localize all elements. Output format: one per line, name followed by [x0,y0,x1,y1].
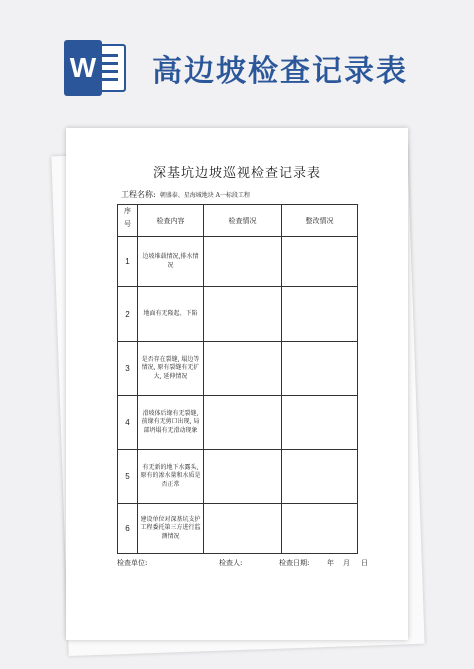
row-inspection-cell[interactable] [204,450,282,504]
header-content: 检查内容 [138,205,204,237]
table-row [118,237,358,287]
row-inspection-cell[interactable] [204,504,282,554]
row-rectification-cell[interactable] [282,396,358,450]
inspection-date-label: 检查日期: [279,559,310,567]
row-seq: 5 [118,450,138,504]
row-inspection-cell[interactable] [204,342,282,396]
row-seq: 3 [118,342,138,396]
row-rectification-cell[interactable] [282,287,358,342]
row-content: 滑坡体后缘有无裂缝, 前缘有无剪口出现, 局部坍塌有无滑动现象 [138,396,204,450]
row-seq: 4 [118,396,138,450]
inspection-table [117,204,358,554]
row-rectification-cell[interactable] [282,237,358,287]
header-rectification: 整改情况 [282,205,358,237]
row-content: 建设单位对深基坑支护工程委托第三方进行监测情况 [138,504,204,554]
table-row [118,450,358,504]
word-logo-letter: W [64,40,102,96]
project-name-line [121,189,250,200]
project-value: 朝盛泰、星海城地块 A一标段工程 [159,192,250,199]
document-title: 深基坑边坡巡视检查记录表 [152,166,321,181]
row-seq: 6 [118,504,138,554]
table-row [118,396,358,450]
banner-title: 高边坡检查记录表 [152,54,408,89]
table-row [118,287,358,342]
row-rectification-cell[interactable] [282,450,358,504]
row-content: 边坡堆载情况,排水情况 [138,237,204,287]
table-row [118,342,358,396]
signature-footer [117,558,367,570]
header-inspection: 检查情况 [204,205,282,237]
date-month: 月 [343,559,350,567]
row-rectification-cell[interactable] [282,504,358,554]
header-seq: 序号 [118,205,138,237]
inspection-unit-label: 检查单位: [117,559,148,567]
document-page [66,128,408,640]
row-content: 是否存在裂缝, 塌边等情况, 原有裂缝有无扩大, 延伸情况 [138,342,204,396]
row-seq: 2 [118,287,138,342]
row-seq: 1 [118,237,138,287]
row-content: 地面有无隆起、下陷 [138,287,204,342]
banner [0,0,474,120]
date-year: 年 [327,559,334,567]
date-day: 日 [361,559,368,567]
project-label: 工程名称: [121,190,156,199]
row-inspection-cell[interactable] [204,396,282,450]
row-content: 有无新的地下水露头, 原有的渗水量和水质是否正常 [138,450,204,504]
table-header-row [118,205,358,237]
inspector-label: 检查人: [219,559,243,567]
table-row [118,504,358,554]
row-rectification-cell[interactable] [282,342,358,396]
row-inspection-cell[interactable] [204,287,282,342]
row-inspection-cell[interactable] [204,237,282,287]
word-icon [64,40,130,96]
